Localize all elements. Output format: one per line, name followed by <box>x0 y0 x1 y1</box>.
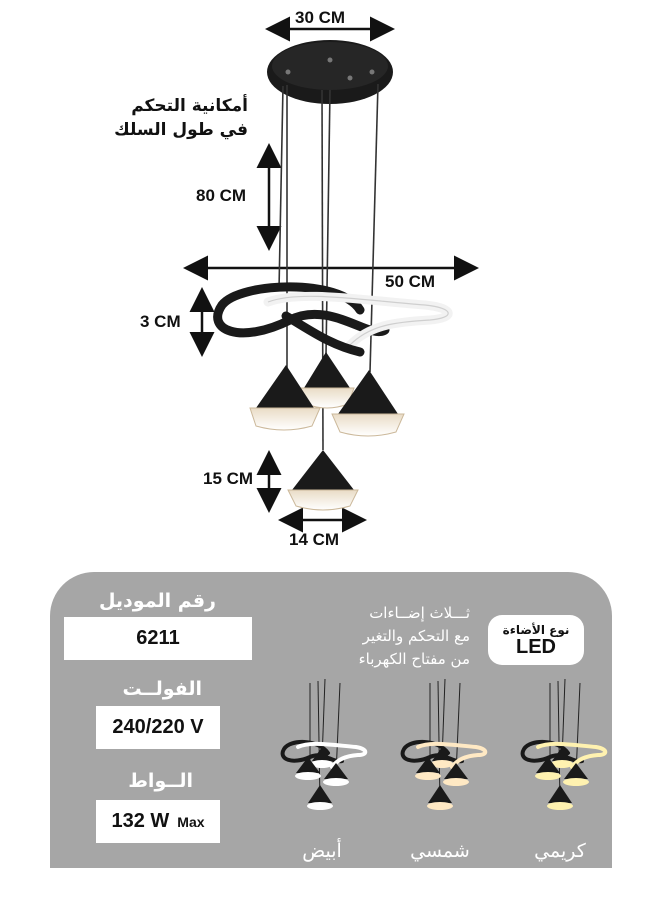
pendant-shade-bottom <box>288 450 358 510</box>
wattage-label: الــواط <box>128 770 193 792</box>
light-type-value: LED <box>516 636 556 658</box>
features-line3: من مفتاح الكهرباء <box>358 650 470 668</box>
mini-chandelier-cream <box>523 679 606 810</box>
voltage-value-box <box>96 706 220 749</box>
ring-width-label: 50 CM <box>385 272 436 291</box>
features-text <box>280 602 470 671</box>
ring-thickness-label: 3 CM <box>140 312 181 331</box>
wattage-suffix: Max <box>177 813 205 830</box>
voltage-value: 240/220 V <box>112 716 204 738</box>
color-options-illustration <box>270 675 610 835</box>
model-label: رقم الموديل <box>98 590 216 612</box>
cable-note-line1: أمكانية التحكم <box>131 96 248 116</box>
shade-height-label: 15 CM <box>203 469 254 488</box>
light-type-label: نوع الأضاءة <box>502 623 570 637</box>
color-option-cream: كريمي <box>534 840 586 862</box>
color-option-sunlight: شمسي <box>410 840 470 862</box>
cable-adjust-note <box>114 94 248 142</box>
cable-note-line2: في طول السلك <box>114 120 248 140</box>
features-line1: ثـــلاث إضــاءات <box>369 604 470 622</box>
wattage-value-box <box>96 800 220 843</box>
voltage-label: الفولــت <box>122 678 202 700</box>
mini-chandelier-sunlight <box>403 679 486 810</box>
light-type-box <box>488 615 584 665</box>
canopy-width-label: 30 CM <box>295 8 346 27</box>
features-line2: مع التحكم والتغير <box>362 627 470 645</box>
color-option-white: أبيض <box>302 840 342 862</box>
cable-length-label: 80 CM <box>196 186 247 205</box>
shade-width-label: 14 CM <box>289 530 340 549</box>
model-value-box: 6211 <box>64 617 252 660</box>
mini-chandelier-white <box>283 679 366 810</box>
wattage-value: 132 W <box>111 810 170 832</box>
